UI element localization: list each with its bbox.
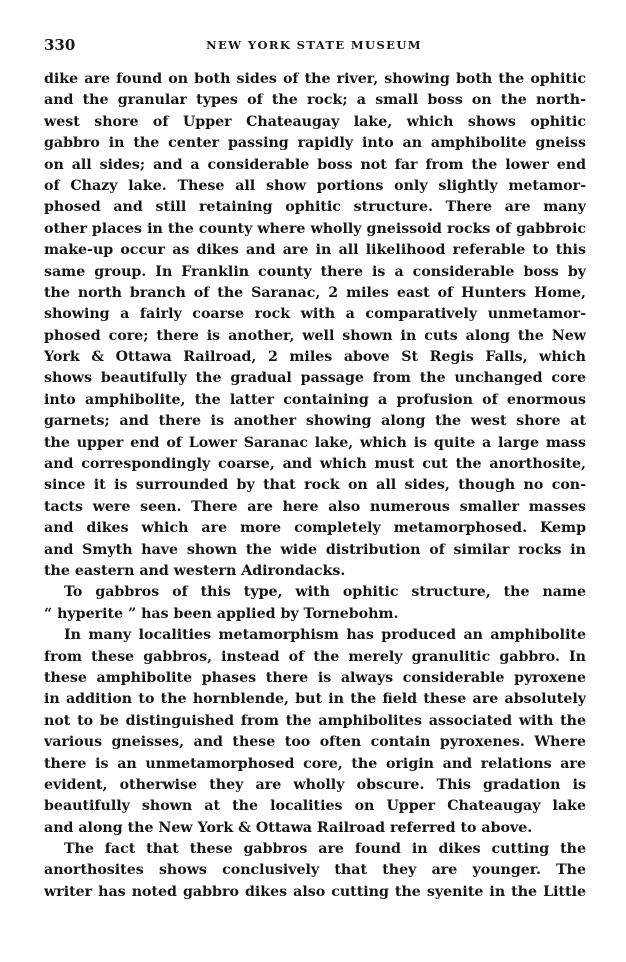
text-line: beautifully shown at the localities on Upper Chateaugay lake bbox=[44, 798, 586, 815]
text-line: and the granular types of the rock; a small boss on the north- bbox=[44, 92, 586, 109]
text-line: tacts were seen. There are here also numerous smaller masses bbox=[44, 498, 586, 515]
text-line: anorthosites shows conclusively that they are younger. The bbox=[44, 862, 586, 879]
text-line: in addition to the hornblende, but in the field these are absolutely bbox=[44, 691, 586, 708]
text-line: writer has noted gabbro dikes also cutting the syenite in the Little bbox=[44, 883, 586, 900]
text-line: phosed and still retaining ophitic structure. There are many bbox=[44, 199, 586, 216]
text-line: not to be distinguished from the amphibolites associated with the bbox=[44, 712, 586, 729]
paragraph bbox=[44, 625, 586, 839]
text-line: To gabbros of this type, with ophitic structure, the name bbox=[64, 584, 586, 601]
text-line: and correspondingly coarse, and which must cut the anorthosite, bbox=[44, 456, 586, 473]
text-line: of Chazy lake. These all show portions only slightly metamor- bbox=[44, 177, 586, 194]
text-line: and along the New York & Ottawa Railroad referred to above. bbox=[44, 819, 533, 836]
text-line: gabbro in the center passing rapidly into an amphibolite gneiss bbox=[44, 135, 586, 152]
text-line: phosed core; there is another, well shown in cuts along the New bbox=[44, 327, 586, 344]
paragraph bbox=[44, 839, 586, 903]
text-line: various gneisses, and these too often contain pyroxenes. Where bbox=[44, 734, 586, 751]
text-line: York & Ottawa Railroad, 2 miles above St Regis Falls, which bbox=[44, 349, 586, 366]
paragraph bbox=[44, 69, 586, 582]
text-line: showing a fairly coarse rock with a comparatively unmetamor- bbox=[44, 306, 586, 323]
paragraph bbox=[44, 582, 586, 625]
text-line: shows beautifully the gradual passage from the unchanged core bbox=[44, 370, 586, 387]
text-line: dike are found on both sides of the river, showing both the ophitic bbox=[44, 71, 586, 87]
page-number: 330 bbox=[44, 36, 76, 54]
text-line: make-up occur as dikes and are in all likelihood referable to this bbox=[44, 242, 586, 259]
text-line: The fact that these gabbros are found in dikes cutting the bbox=[64, 841, 586, 858]
text-line: In many localities metamorphism has produced an amphibolite bbox=[64, 627, 586, 644]
text-line: other places in the county where wholly gneissoid rocks of gabbroic bbox=[44, 220, 586, 237]
text-line: and Smyth have shown the wide distribution of similar rocks in bbox=[44, 541, 586, 558]
text-line: on all sides; and a considerable boss not far from the lower end bbox=[44, 156, 586, 173]
text-line: since it is surrounded by that rock on all sides, though no con- bbox=[44, 477, 586, 494]
text-line: these amphibolite phases there is always considerable pyroxene bbox=[44, 669, 586, 686]
body-text bbox=[44, 69, 586, 903]
text-line: the upper end of Lower Saranac lake, which is quite a large mass bbox=[44, 434, 586, 451]
page-header bbox=[44, 36, 584, 58]
text-line: garnets; and there is another showing along the west shore at bbox=[44, 413, 586, 430]
text-line: west shore of Upper Chateaugay lake, which shows ophitic bbox=[44, 113, 586, 130]
text-line: the eastern and western Adirondacks. bbox=[44, 562, 346, 579]
text-line: from these gabbros, instead of the merely granulitic gabbro. In bbox=[44, 648, 586, 665]
text-line: same group. In Franklin county there is a considerable boss by bbox=[44, 263, 586, 280]
running-head: NEW YORK STATE MUSEUM bbox=[206, 38, 422, 52]
text-line: “ hyperite ” has been applied by Tornebohm. bbox=[44, 605, 399, 622]
text-line: into amphibolite, the latter containing a profusion of enormous bbox=[44, 391, 586, 408]
text-line: evident, otherwise they are wholly obscure. This gradation is bbox=[44, 776, 586, 793]
text-line: and dikes which are more completely metamorphosed. Kemp bbox=[44, 520, 586, 537]
text-line: the north branch of the Saranac, 2 miles east of Hunters Home, bbox=[44, 284, 586, 301]
text-line: there is an unmetamorphosed core, the origin and relations are bbox=[44, 755, 586, 772]
